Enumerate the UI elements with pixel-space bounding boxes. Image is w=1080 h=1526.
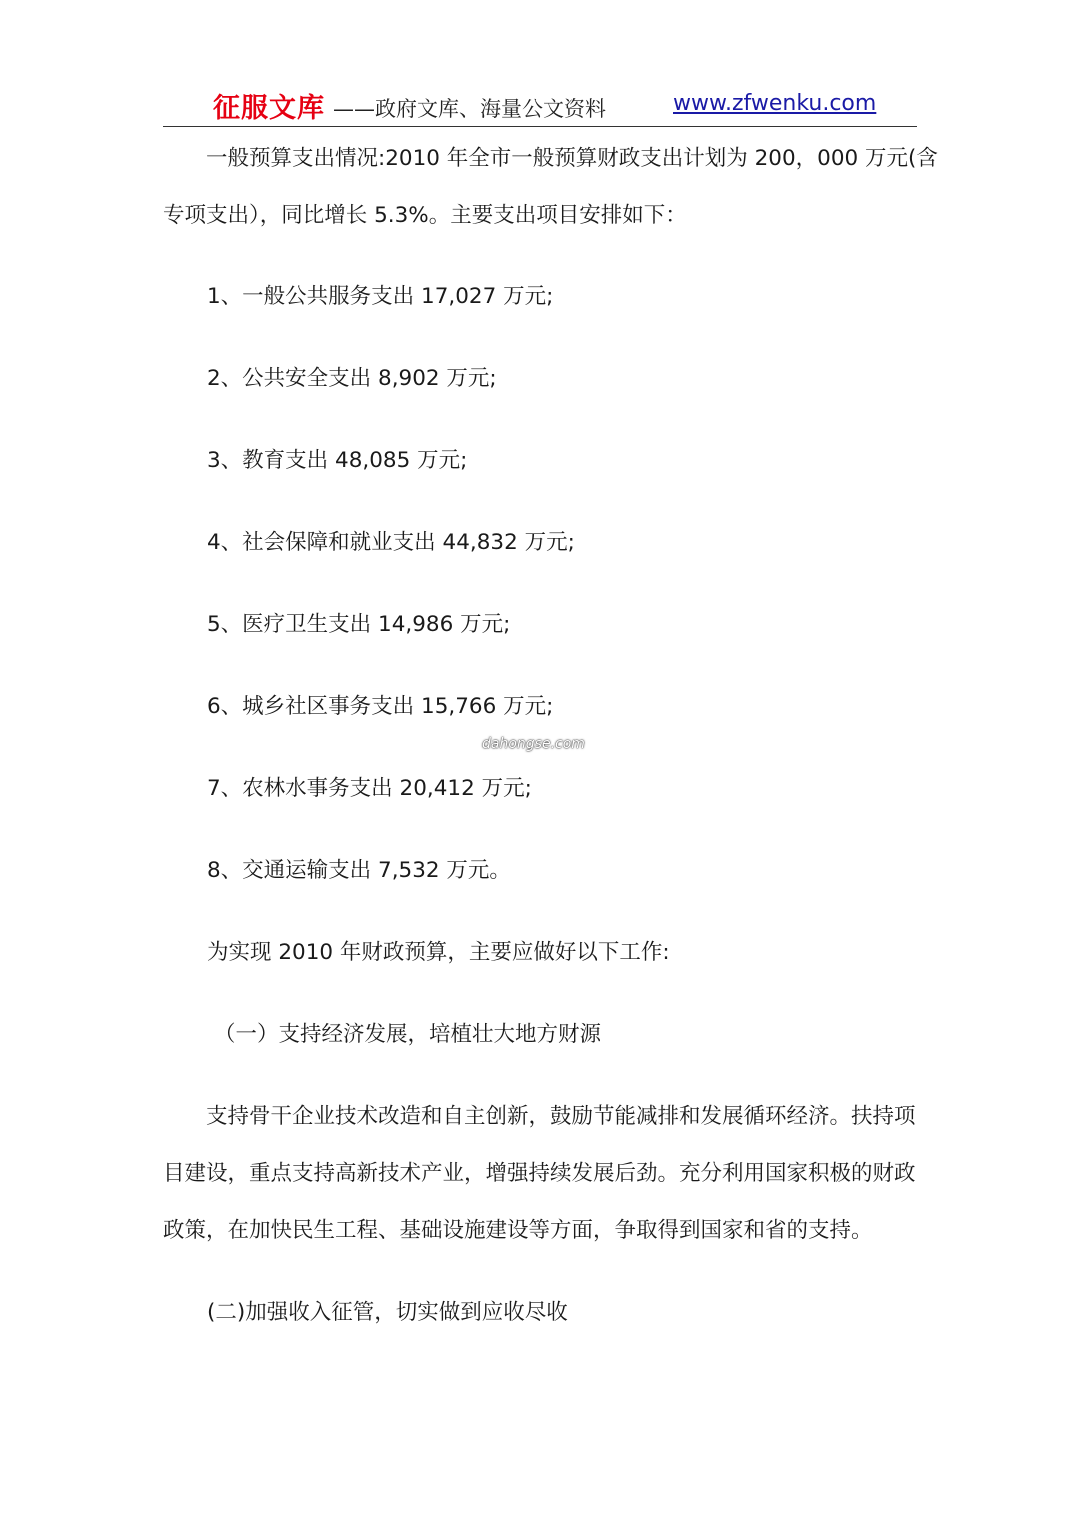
header-url-link[interactable]: www.zfwenku.com — [673, 91, 877, 116]
page-header — [163, 84, 917, 127]
list-item: 1、一般公共服务支出 17,027 万元; — [207, 284, 554, 309]
section-1-line-1: 支持骨干企业技术改造和自主创新，鼓励节能减排和发展循环经济。扶持项 — [206, 1104, 916, 1129]
section-2-heading: (二)加强收入征管，切实做到应收尽收 — [207, 1300, 568, 1325]
list-item: 8、交通运输支出 7,532 万元。 — [207, 858, 511, 883]
list-item: 5、医疗卫生支出 14,986 万元; — [207, 612, 511, 637]
list-item: 4、社会保障和就业支出 44,832 万元; — [207, 530, 575, 555]
section-1-line-3: 政策，在加快民生工程、基础设施建设等方面，争取得到国家和省的支持。 — [163, 1218, 873, 1243]
list-item: 6、城乡社区事务支出 15,766 万元; — [207, 694, 554, 719]
work-intro: 为实现 2010 年财政预算，主要应做好以下工作: — [207, 940, 670, 965]
watermark: dahongse.com — [482, 736, 585, 752]
brand-logo-text: 征服文库 — [213, 93, 325, 124]
intro-paragraph-line-1: 一般预算支出情况:2010 年全市一般预算财政支出计划为 200，000 万元(含 — [206, 146, 938, 171]
section-1-line-2: 目建设，重点支持高新技术产业，增强持续发展后劲。充分利用国家积极的财政 — [163, 1161, 916, 1186]
section-1-heading: （一）支持经济发展，培植壮大地方财源 — [214, 1022, 602, 1047]
header-tagline: ——政府文库、海量公文资料 — [333, 97, 606, 121]
intro-paragraph-line-2: 专项支出），同比增长 5.3%。主要支出项目安排如下： — [163, 203, 687, 228]
list-item: 7、农林水事务支出 20,412 万元; — [207, 776, 532, 801]
list-item: 2、公共安全支出 8,902 万元; — [207, 366, 497, 391]
list-item: 3、教育支出 48,085 万元; — [207, 448, 468, 473]
